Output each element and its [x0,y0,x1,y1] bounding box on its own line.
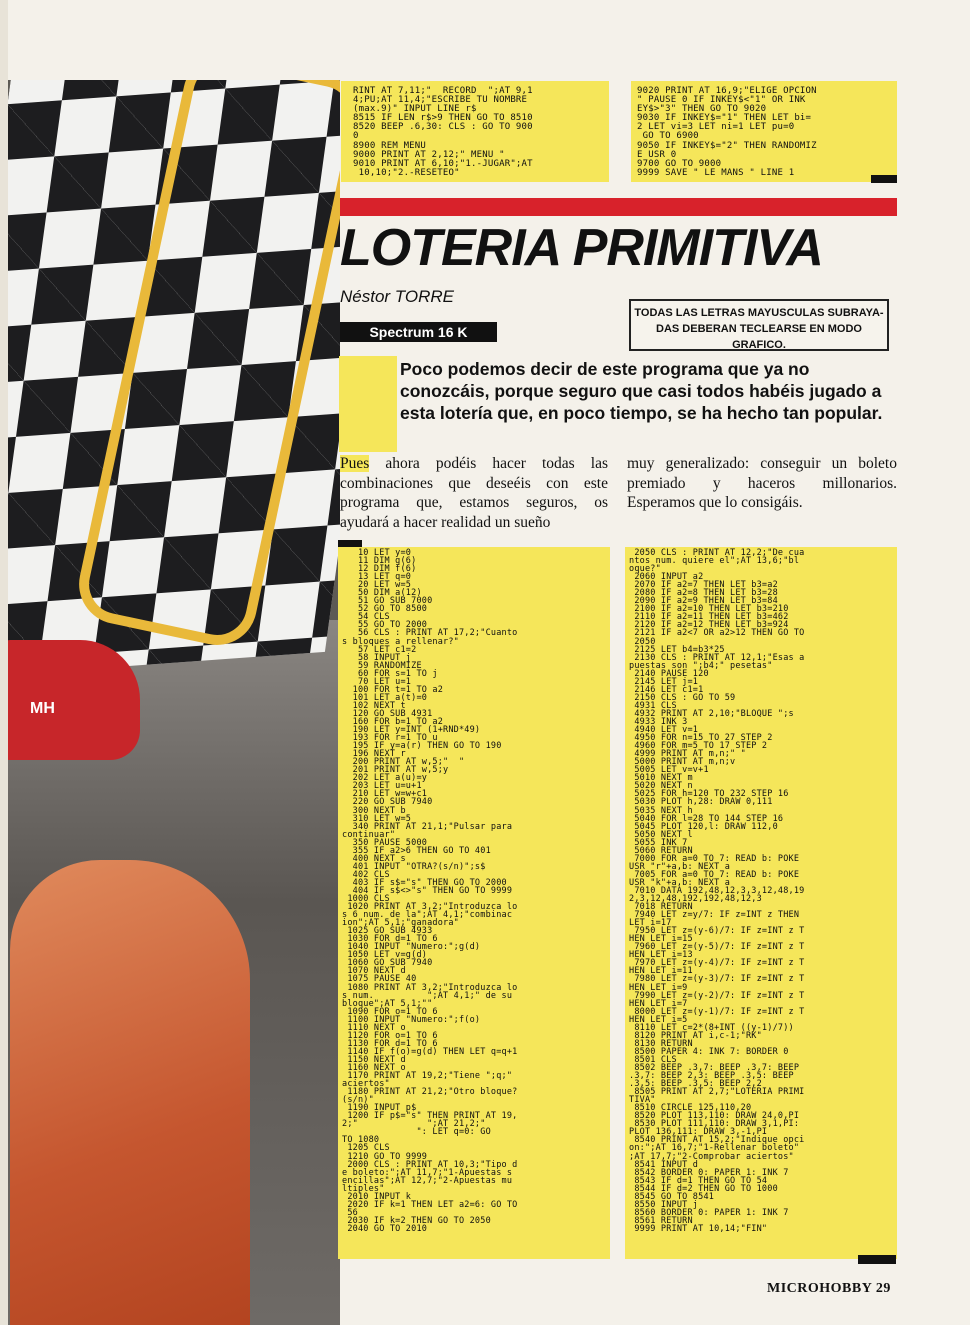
body-first-word: Pues [340,455,370,472]
page-edge [0,0,8,1325]
body-column-1-text: ahora podéis hacer todas las combinaciones que deseéis con este programa que, estamos seguros, os ayudará a hacer realidad un sueño [340,455,608,531]
drop-cap-block [339,356,397,452]
listing-bottom-left: 10 LET y=0 11 DIM g(6) 12 DIM f(6) 13 LET q=0 20 LET w=5 50 DIM a(12) 51 GO SUB 7000 52 GO TO 8500 54 CLS 55 GO TO 2000 56 CLS : PRINT AT 17,2;"Cuanto s bloques a rellenar?" 57 LET c1=2 58 INPUT j 59 RANDOMIZE 60 FOR s=1 TO j 70 LET u=1 100 FOR t=1 TO a2 101 LET a(t)=0 102 NEXT t 120 GO SUB 4931 160 FOR b=1 TO a2 190 LET y=INT (1+RND*49) 193 FOR r=1 TO u 195 IF y=a(r) THEN GO TO 190 196 NEXT r 200 PRINT AT w,5;" " 201 PRINT AT w,5;y 202 LET a(u)=y 203 LET u=u+1 210 LET w=w+c1 220 GO SUB 7940 300 NEXT b 310 LET w=5 340 PRINT AT 21,1;"Pulsar para continuar" 350 PAUSE 5000 355 IF a2>6 THEN GO TO 401 400 NEXT s 401 INPUT "OTRA?(s/n)";s$ 402 CLS 403 IF s$="s" THEN GO TO 2000 404 IF s$<>"s" THEN GO TO 9999 1000 CLS 1020 PRINT AT 3,2;"Introduzca lo s 6 num. de la";AT 4,1;"combinac ion";AT 5,1;"ganadora" 1025 GO SUB 4933 1030 FOR d=1 TO 6 1040 INPUT "Numero:";g(d) 1050 LET v=g(d) 1060 GO SUB 7940 1070 NEXT d 1075 PAUSE 40 1080 PRINT AT 3,2;"Introduzca lo s num. ";AT 4,1;" de su bloque";AT 5,1;"" 1090 FOR o=1 TO 6 1100 INPUT "Numero:";f(o) 1110 NEXT o 1120 FOR o=1 TO 6 1130 FOR d=1 TO 6 1140 IF f(o)=g(d) THEN LET q=q+1 1150 NEXT d 1160 NEXT o 1170 PRINT AT 19,2;"Tiene ";q;" aciertos" 1180 PRINT AT 21,2;"Otro bloque? (s/n)" 1190 INPUT p$ 1200 IF p$="s" THEN PRINT AT 19, 2;" ";AT 21,2;" ": LET q=0: GO TO 1080 1205 CLS 1210 GO TO 9999 2000 CLS : PRINT AT 10,3;"Tipo d e boleto:";AT 11,7;"1-Apuestas s encillas";AT 12,7;"2-Apuestas mu ltiples" 2010 INPUT k 2020 IF k=1 THEN LET a2=6: GO TO 56 2030 IF k=2 THEN GO TO 2050 2040 GO TO 2010 [338,547,610,1259]
listing-bottom-right: 2050 CLS : PRINT AT 12,2;"De cua ntos num. quiere el";AT 13,6;"bl oque?" 2060 INPUT a2 2070 IF a2=7 THEN LET b3=a2 2080 IF a2=8 THEN LET b3=28 2090 IF a2=9 THEN LET b3=84 2100 IF a2=10 THEN LET b3=210 2110 IF a2=11 THEN LET b3=462 2120 IF a2=12 THEN LET b3=924 2121 IF a2<7 OR a2>12 THEN GO TO 2050 2125 LET b4=b3*25 2130 CLS : PRINT AT 12,1;"Esas a puestas son ";b4;" pesetas" 2140 PAUSE 120 2145 LET j=1 2146 LET c1=1 2150 CLS : GO TO 59 4931 CLS 4932 PRINT AT 2,10;"BLOQUE ";s 4933 INK 3 4940 LET v=1 4950 FOR n=15 TO 27 STEP 2 4960 FOR m=5 TO 17 STEP 2 4999 PRINT AT m,n;" " 5000 PRINT AT m,n;v 5005 LET v=v+1 5010 NEXT m 5020 NEXT n 5025 FOR h=120 TO 232 STEP 16 5030 PLOT h,28: DRAW 0,111 5035 NEXT h 5040 FOR l=28 TO 144 STEP 16 5045 PLOT 120,l: DRAW 112,0 5050 NEXT l 5055 INK 7 5060 RETURN 7000 FOR a=0 TO 7: READ b: POKE USR "r"+a,b: NEXT a 7005 FOR a=0 TO 7: READ b: POKE USR "k"+a,b: NEXT a 7010 DATA 192,48,12,3,3,12,48,19 2,3,12,48,192,192,48,12,3 7018 RETURN 7940 LET z=y/7: IF z=INT z THEN LET i=17 7950 LET z=(y-6)/7: IF z=INT z T HEN LET i=15 7960 LET z=(y-5)/7: IF z=INT z T HEN LET i=13 7970 LET z=(y-4)/7: IF z=INT z T HEN LET i=11 7980 LET z=(y-3)/7: IF z=INT z T HEN LET i=9 7990 LET z=(y-2)/7: IF z=INT z T HEN LET i=7 8000 LET z=(y-1)/7: IF z=INT z T HEN LET i=5 8110 LET c=2*(8+INT ((y-1)/7)) 8120 PRINT AT i,c-1;"RK" 8130 RETURN 8500 PAPER 4: INK 7: BORDER 0 8501 CLS 8502 BEEP .3,7: BEEP .3,7: BEEP .3,7: BEEP 2,3: BEEP .3,5: BEEP .3,5: BEEP .3,5: BEEP 2,2 8505 PRINT AT 2,7;"LOTERIA PRIMI TIVA" 8510 CIRCLE 125,110,20 8520 PLOT 113,110: DRAW 24,0,PI 8530 PLOT 111,110: DRAW 3,1,PI: PLOT 136,111: DRAW 3,-1,PI 8540 PRINT AT 15,2;"Indique opci on:";AT 16,7;"1-Rellenar boleto" ;AT 17,7;"2-Comprobar aciertos" 8541 INPUT d 8542 BORDER 0: PAPER 1: INK 7 8543 IF d=1 THEN GO TO 54 8544 IF d=2 THEN GO TO 1000 8545 GO TO 8541 8550 INPUT j 8560 BORDER 0: PAPER 1: INK 7 8561 RETURN 9999 PRINT AT 10,14;"FIN" [625,547,897,1259]
author: Néstor TORRE [340,287,454,306]
race-car [0,640,140,760]
listing-top-right: 9020 PRINT AT 16,9;"ELIGE OPCION " PAUSE 0 IF INKEY$<"1" OR INK EY$>"3" THEN GO TO 9020 9030 IF INKEY$="1" THEN LET bi= 2 LET vi=3 LET ni=1 LET pu=0 GO TO 6900 9050 IF INKEY$="2" THEN RANDOMIZ E USR 0 9700 GO TO 9000 9999 SAVE " LE MANS " LINE 1 [631,81,897,182]
graphic-mode-notice: TODAS LAS LETRAS MAYUSCULAS SUBRAYA- DAS DEBERAN TECLEARSE EN MODO GRAFICO. [629,299,889,351]
listing-end-marker [871,175,897,183]
page-footer: MICROHOBBY 29 [767,1281,891,1296]
platform-badge: Spectrum 16 K [340,322,497,342]
lead-paragraph: Poco podemos decir de este programa que ya no conozcáis, porque seguro que casi todos habéis jugado a esta lotería que, en poco tiempo, se ha hecho tan popular. [400,359,883,423]
listing-top-left: RINT AT 7,11;" RECORD ";AT 9,1 4;PU;AT 11,4;"ESCRIBE TU NOMBRE (max.9)" INPUT LINE r$ 8515 IF LEN r$>9 THEN GO TO 8510 8520 BEEP .6,30: CLS : GO TO 900 0 8900 REM MENU 9000 PRINT AT 2,12;" MENU " 9010 PRINT AT 6,10;"1.-JUGAR";AT 10,10;"2.-RESETEO" [341,81,609,182]
body-column-2: muy generalizado: conseguir un boleto premiado y haceros millonarios. Esperamos que lo consigáis. [627,455,897,511]
hand-image [10,860,250,1325]
article-title: LOTERIA PRIMITIVA [340,219,823,277]
listing-end-marker-bottom [858,1255,896,1264]
photo-top-margin [0,0,340,80]
racing-photo [0,0,340,1325]
car-badge-icon: MH [30,700,55,717]
header-red-bar [340,198,897,216]
body-column-1 [340,454,608,532]
